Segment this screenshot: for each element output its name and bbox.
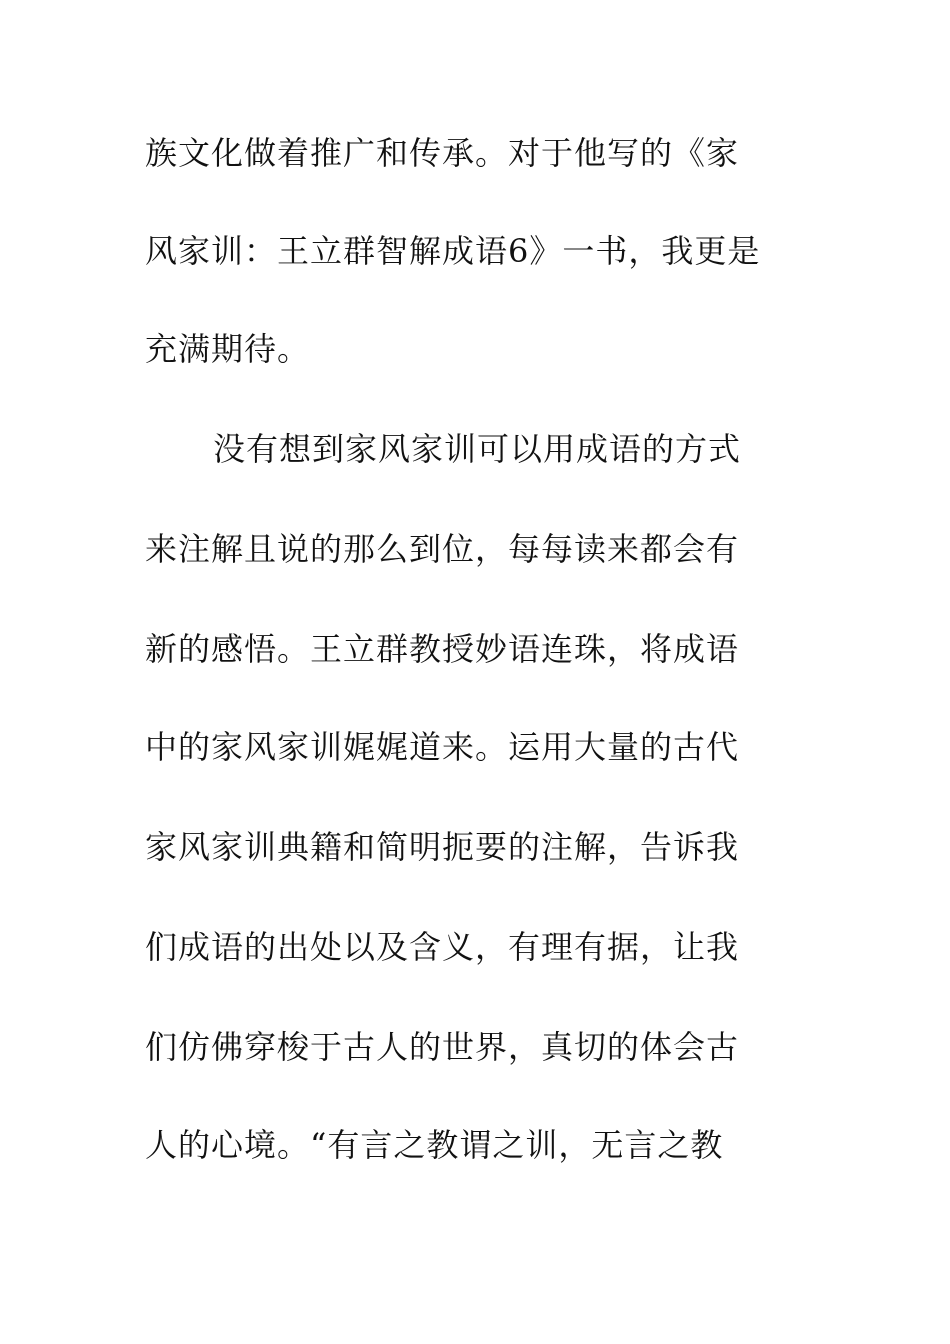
text-line: 家风家训典籍和简明扼要的注解，告诉我 xyxy=(145,828,740,866)
text-line: 充满期待。 xyxy=(145,330,311,368)
text-line: 中的家风家训娓娓道来。运用大量的古代 xyxy=(145,728,740,766)
text-line: 们仿佛穿梭于古人的世界，真切的体会古 xyxy=(145,1028,740,1066)
text-line: 族文化做着推广和传承。对于他写的《家 xyxy=(145,134,740,172)
text-line: 们成语的出处以及含义，有理有据，让我 xyxy=(145,928,740,966)
text-line: 新的感悟。王立群教授妙语连珠，将成语 xyxy=(145,630,740,668)
text-line: 风家训：王立群智解成语6》一书，我更是 xyxy=(145,232,761,270)
text-line: 来注解且说的那么到位，每每读来都会有 xyxy=(145,530,740,568)
text-line: 人的心境。“有言之教谓之训，无言之教 xyxy=(145,1126,724,1164)
paragraph-first-line: 没有想到家风家训可以用成语的方式 xyxy=(213,430,742,468)
